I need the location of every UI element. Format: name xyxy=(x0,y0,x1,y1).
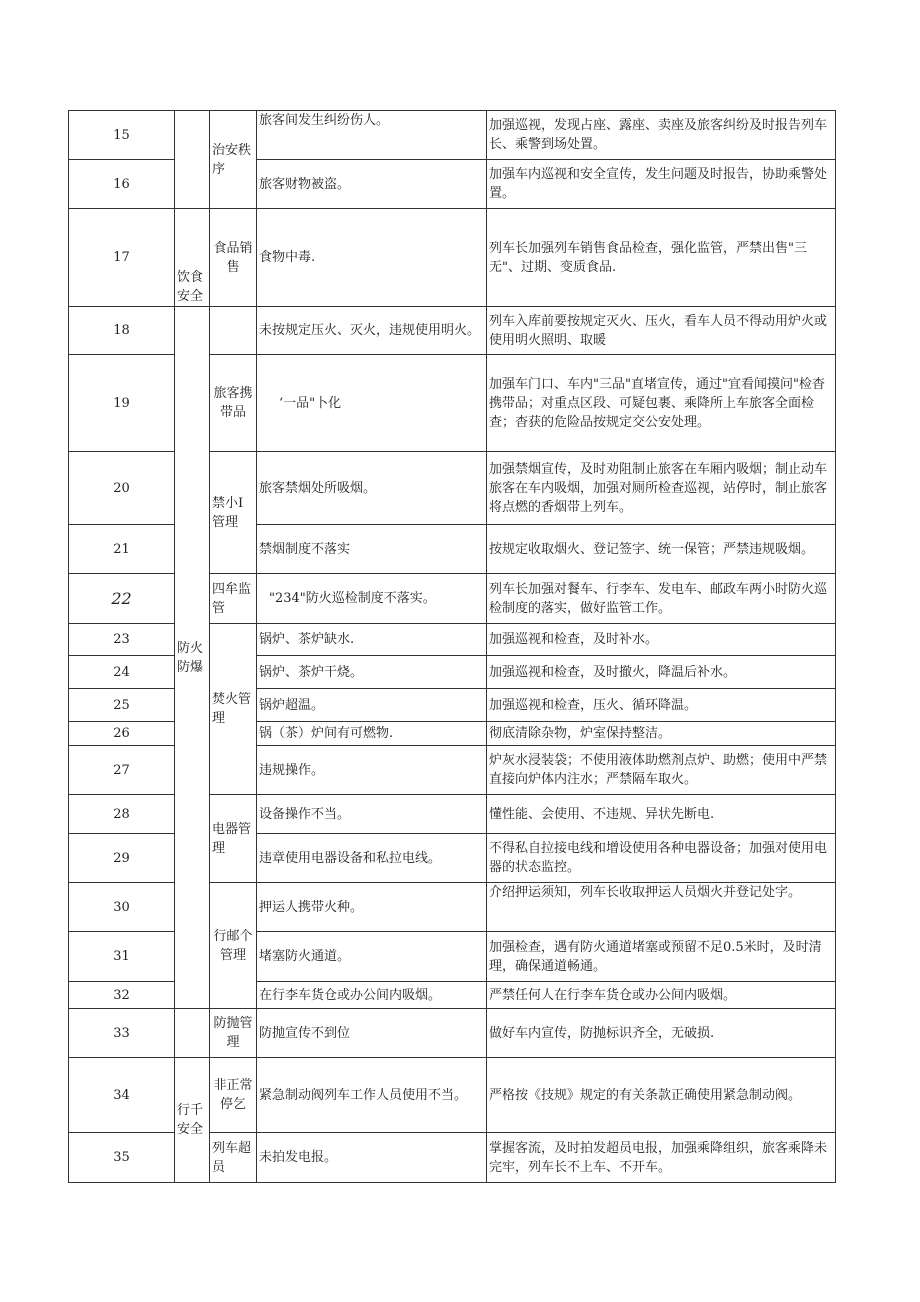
risk-text: 食物中毒. xyxy=(257,209,487,307)
row-number: 21 xyxy=(69,525,175,574)
subcategory-four-car: 四牟监管 xyxy=(210,574,257,624)
category-driving: 行千安全 xyxy=(175,1058,210,1183)
row-number: 16 xyxy=(69,160,175,209)
measure-text: 懂性能、会使用、不违规、异状先断电. xyxy=(487,795,836,834)
risk-table xyxy=(68,110,836,1183)
risk-text: 堵塞防火通道。 xyxy=(257,932,487,982)
row-number: 26 xyxy=(69,722,175,746)
measure-text: 掌握客流，及时拍发超员电报，加强乘降组织，旅客乘降未完牢，列车长不上车、不开车。 xyxy=(487,1133,836,1183)
table-row xyxy=(69,1009,836,1058)
measure-text: 做好车内宣传，防抛标识齐全，无破损. xyxy=(487,1009,836,1058)
risk-text: 锅（茶）炉间有可燃物. xyxy=(257,722,487,746)
row-number: 30 xyxy=(69,883,175,932)
measure-text: 加强车内巡视和安全宣传，发生问题及时报告，协助乘警处置。 xyxy=(487,160,836,209)
table-row xyxy=(69,111,836,160)
category-diet: 饮食安全 xyxy=(175,209,210,307)
row-number: 33 xyxy=(69,1009,175,1058)
measure-text: 加强巡视，发现占座、露座、卖座及旅客纠纷及时报告列车长、乘警到场处置。 xyxy=(487,111,836,160)
subcategory-electric: 电器管理 xyxy=(210,795,257,883)
measure-text: 炉灰水浸装袋；不使用液体助燃剂点炉、助燃；使用中严禁直接向炉体内注水；严禁隔车取火。 xyxy=(487,746,836,795)
risk-text: 旅客禁烟处所吸烟。 xyxy=(257,452,487,525)
measure-text: 列车长加强对餐车、行李车、发电车、邮政车两小时防火巡检制度的落实，做好监管工作。 xyxy=(487,574,836,624)
subcategory-mail-luggage: 行邮个管理 xyxy=(210,883,257,1009)
risk-text: 紧急制动阀列车工作人员使用不当。 xyxy=(257,1058,487,1133)
category-fire: 防火防爆 xyxy=(175,307,210,1009)
row-number: 29 xyxy=(69,834,175,883)
measure-text: 列车长加强列车销售食品检查，强化监管，严禁出售"三无"、过期、变质食品. xyxy=(487,209,836,307)
measure-text: 加强车门口、车内"三品"直堵宣传，通过"宜看闻摸问"检杳携带品；对重点区段、可疑包裹、乘降所上车旅客全面检查；杳获的危险品按规定交公安处理。 xyxy=(487,355,836,452)
measure-text: 列车入库前要按规定灭火、压火，看车人员不得动用炉火或使用明火照明、取暖 xyxy=(487,307,836,355)
row-number: 15 xyxy=(69,111,175,160)
measure-text: 加强巡视和检查，压火、循环降温。 xyxy=(487,689,836,722)
row-number: 22 xyxy=(69,574,175,624)
row-number: 34 xyxy=(69,1058,175,1133)
risk-text: 旅客间发生纠纷伤人。 xyxy=(257,111,487,160)
row-number: 27 xyxy=(69,746,175,795)
subcategory-public-order: 治安秩序 xyxy=(210,111,257,209)
risk-text: 锅炉、茶炉干烧。 xyxy=(257,656,487,689)
measure-text: 加强巡视和检查，及时补水。 xyxy=(487,624,836,656)
row-number: 17 xyxy=(69,209,175,307)
row-number: 35 xyxy=(69,1133,175,1183)
subcategory-abnormal-stop: 非正常停乞 xyxy=(210,1058,257,1133)
measure-text: 按规定收取烟火、登记签字、统一保管；严禁违规吸烟。 xyxy=(487,525,836,574)
subcategory-food-sales: 食品销售 xyxy=(210,209,257,307)
risk-text: 未拍发电报。 xyxy=(257,1133,487,1183)
subcategory-empty xyxy=(210,307,257,355)
measure-text: 加强禁烟宣传，及时劝阻制止旅客在车厢内吸烟；制止动车旅客在车内吸烟，加强对厕所检查巡视，站停时，制止旅客将点燃的香烟带上列车。 xyxy=(487,452,836,525)
measure-text: 严禁任何人在行李车货仓或办公间内吸烟。 xyxy=(487,982,836,1009)
row-number: 20 xyxy=(69,452,175,525)
row-number: 19 xyxy=(69,355,175,452)
row-number: 28 xyxy=(69,795,175,834)
table-row xyxy=(69,307,836,355)
category-cell-empty xyxy=(175,1009,210,1058)
risk-text: 押运人携带火种。 xyxy=(257,883,487,932)
measure-text: 不得私自拉接电线和增设使用各种电器设备；加强对使用电器的状态监控。 xyxy=(487,834,836,883)
subcategory-luggage: 旅客携带品 xyxy=(210,355,257,452)
table-row xyxy=(69,209,836,307)
risk-text: 在行李车货仓或办公间内吸烟。 xyxy=(257,982,487,1009)
risk-text: 旅客财物被盗。 xyxy=(257,160,487,209)
risk-text: "234"防火巡检制度不落实。 xyxy=(257,574,487,624)
risk-text: 锅炉、茶炉缺水. xyxy=(257,624,487,656)
risk-text: 设备操作不当。 xyxy=(257,795,487,834)
risk-text: 违章使用电器设备和私拉电线。 xyxy=(257,834,487,883)
row-number: 31 xyxy=(69,932,175,982)
category-cell-empty xyxy=(175,111,210,209)
subcategory-anti-throw: 防抛管理 xyxy=(210,1009,257,1058)
subcategory-fire-mgmt: 焚火管理 xyxy=(210,624,257,795)
measure-text: 加强巡视和检查，及时撤火，降温后补水。 xyxy=(487,656,836,689)
row-number: 24 xyxy=(69,656,175,689)
measure-text: 加强检查，遇有防火通道堵塞或预留不足0.5米时，及时清理，确保通道畅通。 xyxy=(487,932,836,982)
row-number: 18 xyxy=(69,307,175,355)
risk-text: 防抛宣传不到位 xyxy=(257,1009,487,1058)
risk-text: 禁烟制度不落实 xyxy=(257,525,487,574)
risk-text: 锅炉超温。 xyxy=(257,689,487,722)
measure-text: 严格按《技规》规定的有关条款正确使用紧急制动阀。 xyxy=(487,1058,836,1133)
risk-text: ‘一品"卜化 xyxy=(257,355,487,452)
subcategory-no-smoking: 禁小I管理 xyxy=(210,452,257,574)
risk-text: 违规操作。 xyxy=(257,746,487,795)
row-number: 25 xyxy=(69,689,175,722)
row-number: 23 xyxy=(69,624,175,656)
table-row xyxy=(69,1058,836,1133)
risk-text: 未按规定压火、灭火，违规使用明火。 xyxy=(257,307,487,355)
measure-text: 彻底清除杂物，炉室保持整洁。 xyxy=(487,722,836,746)
measure-text: 介绍押运须知，列车长收取押运人员烟火并登记处字。 xyxy=(487,883,836,932)
row-number: 32 xyxy=(69,982,175,1009)
subcategory-overload: 列车超员 xyxy=(210,1133,257,1183)
